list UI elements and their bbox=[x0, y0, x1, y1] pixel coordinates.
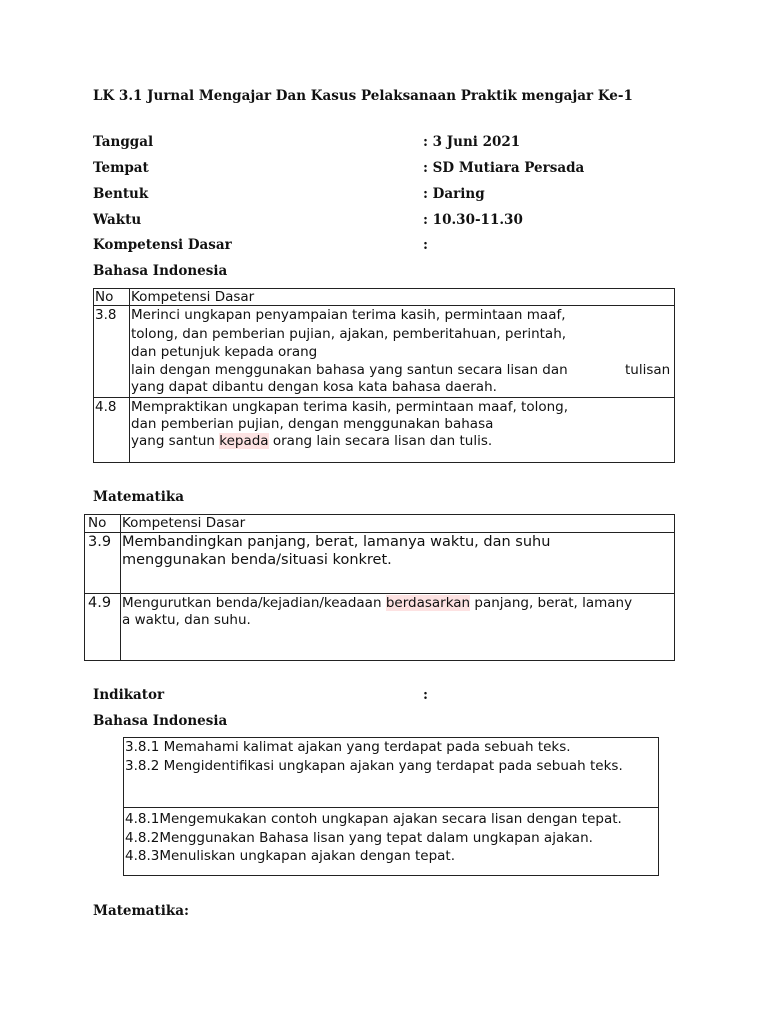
kd-mat-text-part: panjang, berat, lamany bbox=[470, 595, 633, 611]
indikator-item: 3.8.1 Memahami kalimat ajakan yang terdapat pada sebuah teks. bbox=[125, 739, 571, 755]
info-label-bentuk: Bentuk bbox=[93, 186, 149, 202]
indikator-label: Indikator bbox=[93, 687, 165, 703]
kd-bi-row-text: dan pemberian pujian, dengan menggunakan bahasa bbox=[131, 416, 494, 432]
kd-mat-col-divider bbox=[120, 514, 121, 661]
kd-mat-row-text: menggunakan benda/situasi konkret. bbox=[122, 552, 392, 568]
kd-bi-col-divider bbox=[129, 288, 130, 463]
info-value-bentuk: : Daring bbox=[423, 186, 485, 202]
section-heading-matematika: Matematika bbox=[93, 489, 185, 505]
kd-mat-row-divider bbox=[84, 593, 675, 594]
kd-mat-col-kd: Kompetensi Dasar bbox=[122, 515, 246, 531]
indikator-heading-matematika: Matematika: bbox=[93, 903, 189, 919]
kd-mat-row-text: Membandingkan panjang, berat, lamanya waktu, dan suhu bbox=[122, 534, 551, 550]
kd-mat-row-no: 4.9 bbox=[88, 595, 112, 611]
kd-bi-row-text bbox=[131, 433, 492, 449]
kd-bi-text-part: yang santun bbox=[131, 433, 220, 449]
info-label-waktu: Waktu bbox=[93, 212, 142, 228]
info-label-tanggal: Tanggal bbox=[93, 134, 154, 150]
indikator-bi-divider bbox=[123, 807, 659, 808]
kd-bi-row-text: tulisan bbox=[625, 362, 671, 378]
kd-mat-col-no: No bbox=[88, 515, 107, 531]
kd-mat-row-text bbox=[122, 595, 632, 611]
kd-bi-row-text: tolong, dan pemberian pujian, ajakan, pemberitahuan, perintah, bbox=[131, 326, 567, 342]
kd-bi-col-kd: Kompetensi Dasar bbox=[131, 289, 255, 305]
highlighted-word: berdasarkan bbox=[385, 595, 471, 611]
kd-bi-row-no: 4.8 bbox=[95, 399, 117, 415]
indikator-colon: : bbox=[423, 687, 428, 703]
indikator-item: 4.8.2Menggunakan Bahasa lisan yang tepat dalam ungkapan ajakan. bbox=[125, 830, 593, 846]
section-heading-bahasa-indonesia: Bahasa Indonesia bbox=[93, 263, 228, 279]
info-value-waktu: : 10.30-11.30 bbox=[423, 212, 523, 228]
kd-mat-text-part: Mengurutkan benda/kejadian/keadaan bbox=[122, 595, 386, 611]
highlighted-word: kepada bbox=[219, 433, 269, 449]
kd-bi-row-text: Mempraktikan ungkapan terima kasih, permintaan maaf, tolong, bbox=[131, 399, 569, 415]
indikator-item: 3.8.2 Mengidentifikasi ungkapan ajakan yang terdapat pada sebuah teks. bbox=[125, 758, 623, 774]
info-label-tempat: Tempat bbox=[93, 160, 149, 176]
kd-mat-row-no: 3.9 bbox=[88, 534, 112, 550]
kd-bi-row-divider bbox=[93, 397, 675, 398]
kd-mat-row-text: a waktu, dan suhu. bbox=[122, 612, 251, 628]
info-label-kompetensi: Kompetensi Dasar bbox=[93, 237, 232, 253]
info-value-tanggal: : 3 Juni 2021 bbox=[423, 134, 521, 150]
info-value-kompetensi: : bbox=[423, 237, 428, 253]
indikator-heading-bahasa-indonesia: Bahasa Indonesia bbox=[93, 713, 228, 729]
kd-bi-col-no: No bbox=[95, 289, 114, 305]
info-value-tempat: : SD Mutiara Persada bbox=[423, 160, 585, 176]
indikator-item: 4.8.1Mengemukakan contoh ungkapan ajakan secara lisan dengan tepat. bbox=[125, 811, 622, 827]
kd-bi-row-text: Merinci ungkapan penyampaian terima kasih, permintaan maaf, bbox=[131, 307, 566, 323]
kd-bi-row-text: yang dapat dibantu dengan kosa kata bahasa daerah. bbox=[131, 379, 497, 395]
kd-bi-row-text: dan petunjuk kepada orang bbox=[131, 344, 318, 360]
kd-bi-text-part: orang lain secara lisan dan tulis. bbox=[268, 433, 493, 449]
indikator-item: 4.8.3Menuliskan ungkapan ajakan dengan tepat. bbox=[125, 848, 456, 864]
kd-bi-header-divider bbox=[93, 305, 675, 306]
kd-bi-row-no: 3.8 bbox=[95, 307, 117, 323]
page-title: LK 3.1 Jurnal Mengajar Dan Kasus Pelaksanaan Praktik mengajar Ke-1 bbox=[93, 88, 633, 104]
kd-mat-header-divider bbox=[84, 532, 675, 533]
kd-bi-row-text: lain dengan menggunakan bahasa yang santun secara lisan dan bbox=[131, 362, 568, 378]
